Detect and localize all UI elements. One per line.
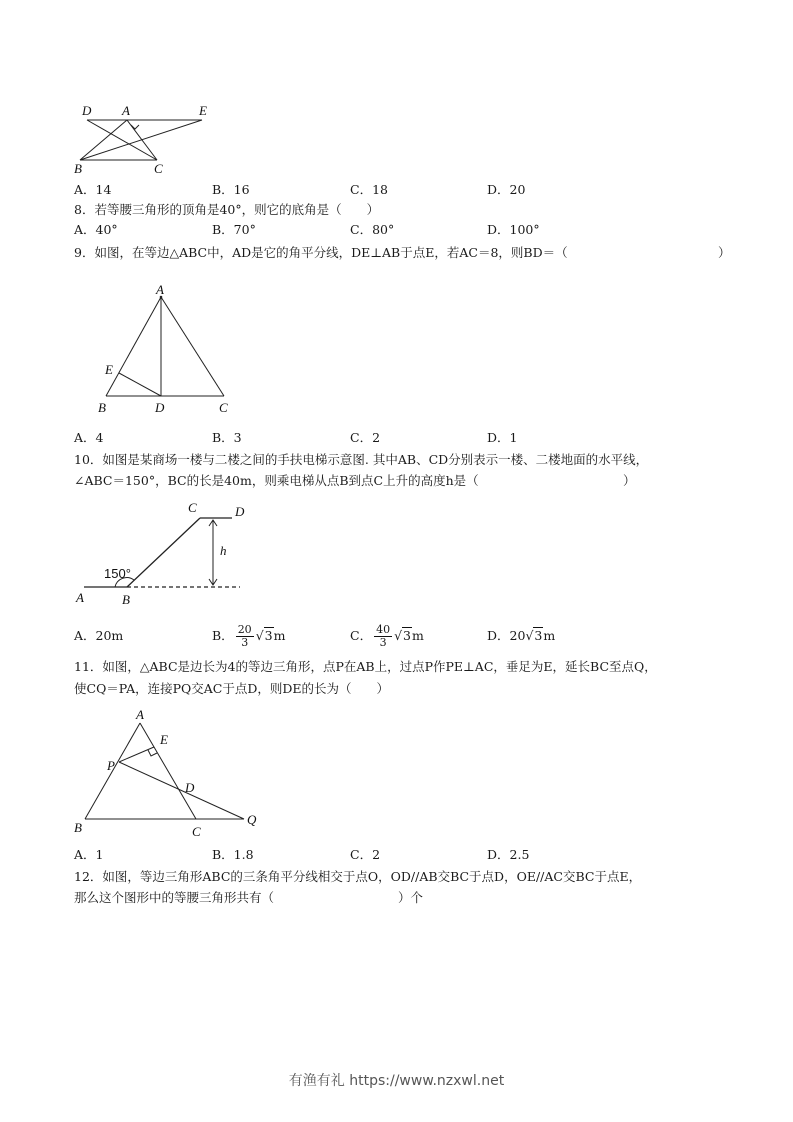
q12-stem-line2: 那么这个图形中的等腰三角形共有（ (74, 890, 275, 905)
q10-stem-line2-end: ） (623, 473, 636, 488)
q10-label-a: A (76, 590, 84, 605)
q7-figure (72, 100, 222, 175)
q11-label-c: C (192, 824, 201, 839)
q7-label-a: A (122, 103, 130, 118)
q11-option-b: B．1.8 (212, 847, 254, 862)
q10-option-a: A．20m (74, 628, 124, 643)
q10-label-b: B (122, 592, 130, 607)
q11-stem-line2: 使CQ＝PA，连接PQ交AC于点D，则DE的长为（ ） (74, 681, 390, 696)
q9-figure (92, 282, 242, 417)
q11-figure (72, 704, 267, 839)
q7-option-d: D．20 (487, 182, 526, 197)
q9-stem: 9．如图，在等边△ABC中，AD是它的角平分线，DE⊥AB于点E，若AC＝8，则BD＝（ (74, 245, 568, 260)
q7-option-b: B．16 (212, 182, 250, 197)
q10-figure (72, 498, 257, 608)
q11-stem-line1: 11．如图，△ABC是边长为4的等边三角形，点P在AB上，过点P作PE⊥AC，垂足为E，延长BC至点Q， (74, 659, 657, 674)
q10-option-b: B． $\frac{20}{3}$ √3m (212, 623, 286, 649)
q7-label-b: B (74, 161, 82, 175)
q9-label-c: C (219, 400, 228, 415)
q8-option-b: B．70° (212, 222, 256, 237)
q9-label-b: B (98, 400, 106, 415)
q7-label-c: C (154, 161, 163, 175)
q11-label-d: D (185, 780, 195, 795)
q9-label-e: E (105, 362, 113, 377)
q8-option-a: A．40° (74, 222, 118, 237)
q11-label-q: Q (247, 812, 257, 827)
q9-label-d: D (155, 400, 165, 415)
q11-label-b: B (74, 820, 82, 835)
q10-option-c: C． $\frac{40}{3}$ √3m (350, 623, 424, 649)
fraction: $\frac{20}{3}$ (237, 623, 252, 649)
fraction: $\frac{40}{3}$ (376, 623, 391, 649)
q9-option-b: B．3 (212, 430, 242, 445)
q8-option-c: C．80° (350, 222, 395, 237)
q9-option-c: C．2 (350, 430, 381, 445)
q7-label-e: E (199, 103, 207, 118)
q9-stem-end: ） (718, 245, 731, 260)
q9-option-a: A．4 (74, 430, 104, 445)
q10-stem-line1: 10．如图是某商场一楼与二楼之间的手扶电梯示意图. 其中AB、CD分别表示一楼、二楼地面的水平线， (74, 452, 649, 467)
q8-option-d: D．100° (487, 222, 540, 237)
q7-option-c: C．18 (350, 182, 388, 197)
q11-label-p: P (107, 758, 115, 773)
footer-watermark: 有渔有礼 https://www.nzxwl.net (288, 1073, 505, 1089)
q10-label-h: h (220, 543, 227, 558)
q11-label-a: A (136, 707, 144, 722)
q11-option-d: D．2.5 (487, 847, 530, 862)
q10-label-c: C (188, 500, 197, 515)
q11-label-e: E (160, 732, 168, 747)
q10-label-d: D (235, 504, 245, 519)
q8-stem: 8．若等腰三角形的顶角是40°，则它的底角是（ ） (74, 202, 380, 217)
q11-option-c: C．2 (350, 847, 381, 862)
q9-option-d: D．1 (487, 430, 518, 445)
q11-option-a: A．1 (74, 847, 104, 862)
q10-option-d: D．20√3m (487, 628, 556, 643)
q10-stem-line2: ∠ABC＝150°，BC的长是40m，则乘电梯从点B到点C上升的高度h是（ (74, 473, 479, 488)
q9-label-a: A (156, 282, 164, 297)
q7-label-d: D (82, 103, 92, 118)
q10-angle-label: 150° (104, 566, 131, 581)
q12-stem-line2-end: ）个 (398, 890, 424, 905)
q12-stem-line1: 12．如图，等边三角形ABC的三条角平分线相交于点O，OD//AB交BC于点D，OE//AC交BC于点E， (74, 869, 642, 884)
q7-option-a: A．14 (74, 182, 112, 197)
